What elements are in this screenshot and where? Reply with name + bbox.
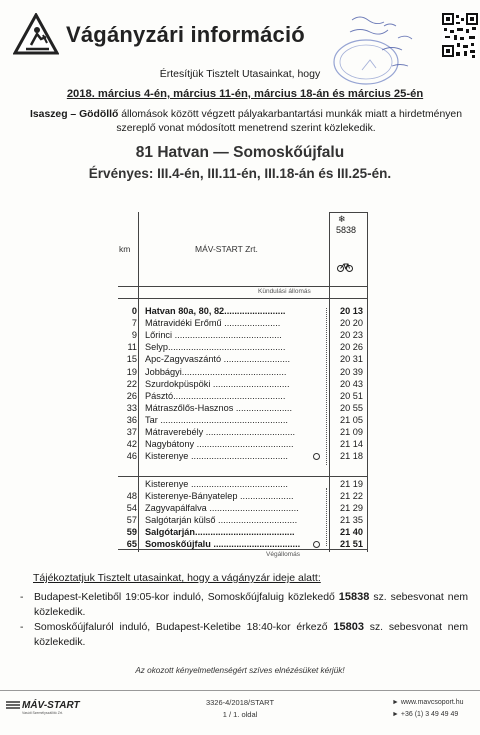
footer-divider	[0, 690, 480, 691]
row-time: 21 35	[340, 515, 363, 525]
row-time: 20 51	[340, 390, 363, 401]
row-station: Kisterenye-Bányatelep .....................	[145, 491, 294, 501]
snowflake-icon: ❄	[338, 214, 346, 224]
qr-code	[442, 12, 478, 60]
row-station: Selyp..............................................	[145, 342, 286, 353]
timetable-row	[118, 403, 368, 414]
arrival-station-label: Végállomás	[266, 551, 300, 558]
page-number: 1 / 1. oldal	[222, 710, 258, 719]
row-time: 21 22	[340, 491, 363, 501]
phone-number: ► +36 (1) 3 49 49 49	[392, 711, 459, 718]
row-km: 15	[126, 354, 137, 365]
bicycle-icon	[337, 262, 353, 272]
bullet-text: Budapest-Keletiből 19:05-kor induló, Somoskőújfaluig közlekedő	[34, 592, 339, 603]
bullet-text: sz. sebesvonat nem közlekedik.	[34, 622, 468, 648]
row-km: 42	[126, 439, 137, 450]
row-time: 20 26	[340, 342, 363, 353]
km-column-header: km	[119, 244, 131, 254]
row-km: 59	[126, 527, 137, 537]
timetable-row	[118, 415, 368, 426]
timetable-row	[118, 515, 368, 526]
row-time: 21 05	[340, 414, 363, 425]
info-heading: Tájékoztatjuk Tisztelt utasainkat, hogy a vágányzár ideje alatt:	[33, 572, 321, 584]
timetable-row	[118, 306, 368, 317]
row-km: 33	[126, 402, 137, 413]
svg-text:Vasúti Személyszállító Zrt.: Vasúti Személyszállító Zrt.	[22, 711, 63, 715]
timetable-row	[118, 427, 368, 438]
timetable-row	[118, 479, 368, 490]
row-time: 20 43	[340, 378, 363, 389]
row-station: Hatvan 80a, 80, 82........................	[145, 306, 286, 316]
row-time: 21 40	[340, 527, 363, 537]
row-km: 22	[126, 378, 137, 389]
row-station: Tar ..................................................	[145, 414, 288, 425]
train-number-bold: 15838	[338, 591, 370, 603]
validity-text: Érvényes: III.4-én, III.11-én, III.18-án és III.25-én.	[88, 166, 392, 181]
row-km: 57	[126, 515, 137, 525]
row-time: 20 39	[340, 366, 363, 377]
row-station: Zagyvapálfalva ...................................	[145, 503, 299, 513]
stop-circle-icon	[313, 541, 320, 548]
row-time: 21 19	[340, 479, 363, 489]
row-station: Lőrinci ..........................................	[145, 330, 282, 341]
timetable-row	[118, 503, 368, 514]
departure-station-label: Kündulási állomás	[258, 288, 311, 295]
notice-page: Vágányzári információ Értesítjük Tisztelt Utasainkat, hogy 2018. március 4-én, március 11-én, március 18-án és március 25-én Isaszeg – Gödöllő állomások között végzett pályakarbantartási munkák miatt a hirdetményen szereplő vonat módosított menetrend szerint közlekedik. 81 Hatvan — Somoskőújfalu Érvényes: III.4-én, III.11-én, III.18-án és III.25-én. ❄ 5838 km MÁV-START Zrt. Kündulási állomás 0 Hatvan 80a, 80, 82........................ 20 13 7 Mátravidéki Erőmű ...................... 20 20 9 Lőrinci .......................................... 20 23 11 Selyp.............................................. 20 26 15 Apc-Zagyvaszántó .......................... 20 31 19 Jobbágyi......................................... 20 39 22 Szurdokpüspöki .............................. 20 43 26 Pásztó............................................ 20 51 33 Mátraszőlős-Hasznos ...................... 20 55 36 Tar .................................................. 21 05 37 Mátraverebély ................................... 21 09 42 Nagybátony ...................................... 21 14 46 Kisterenye ...................................... 21 18 Kisterenye ...................................... 21 19 48 Kisterenye-Bányatelep ..................... 21 22 54 Zagyvapálfalva ................................... 21 29 57 Salgótarján külső ............................... 21 35 59 Salgótarján....................................... 21 40 65 Somoskőújfalu .................................. 21 51 Végállomás Tájékoztatjuk Tisztelt utasainkat, hogy a vágányzár ideje alatt: - Budapest-Keletiből 19:05-kor induló, Somoskőújfaluig közlekedő 15838 sz. sebesvonat nem közlekedik. - Somoskőújfaluról induló, Budapest-Keletibe 18:40-kor érkező 15803 sz. sebesvonat nem közlekedik. Az okozott kényelmetlenségért szíves elnézésüket kérjük! MÁV-START Vasúti Személyszállító Zrt. 3326-4/2018/START 1 / 1. oldal ► www.mavcsoport.hu ► +36 (1) 3 49 49 49	[0, 0, 480, 735]
row-station: Somoskőújfalu ..................................	[145, 539, 301, 549]
row-km: 46	[126, 451, 137, 462]
svg-text:MÁV-START: MÁV-START	[22, 700, 80, 711]
row-km: 26	[126, 390, 137, 401]
row-station: Jobbágyi.........................................	[145, 366, 287, 377]
row-station: Pásztó............................................	[145, 390, 286, 401]
timetable-row	[118, 391, 368, 402]
row-km: 19	[126, 366, 137, 377]
row-station: Mátravidéki Erőmű ......................	[145, 318, 281, 329]
row-station: Salgótarján külső ...............................	[145, 515, 298, 525]
bullet-text: sz. sebesvonat nem közlekedik.	[34, 592, 469, 618]
timetable-row	[118, 354, 368, 365]
apology-text: Az okozott kényelmetlenségért szíves elnézésüket kérjük!	[135, 666, 345, 675]
bullet-text: Somoskőújfaluról induló, Budapest-Keletibe 18:40-kor érkező	[34, 622, 334, 633]
timetable-row	[118, 379, 368, 390]
timetable-row	[118, 342, 368, 353]
row-km: 65	[126, 539, 137, 549]
row-km: 7	[131, 318, 137, 329]
row-km: 11	[127, 342, 137, 353]
row-km: 37	[126, 427, 137, 437]
website-link[interactable]: ► www.mavcsoport.hu	[392, 699, 464, 706]
train-number: 5838	[336, 225, 357, 235]
row-time: 21 51	[340, 539, 363, 549]
timetable-row	[118, 318, 368, 329]
intro-text: Értesítjük Tisztelt Utasainkat, hogy	[159, 68, 321, 80]
timetable-row	[118, 439, 368, 450]
row-time: 21 29	[340, 503, 363, 513]
row-time: 21 18	[340, 451, 363, 462]
footer-contact	[392, 697, 464, 721]
row-km: 0	[131, 306, 137, 316]
row-time: 20 13	[340, 306, 363, 316]
route-title: 81 Hatvan — Somoskőújfalu	[135, 144, 345, 161]
closure-reason: állomások között végzett pályakarbantartási munkák miatt a hirdetményen szereplő vonat módosított menetrend szerint közlekedik.	[116, 109, 462, 134]
row-km: 48	[126, 491, 137, 501]
row-km: 9	[131, 330, 137, 341]
row-time: 20 20	[340, 318, 363, 329]
row-time: 20 31	[340, 354, 363, 365]
row-station: Salgótarján.......................................	[145, 527, 295, 537]
row-time: 20 55	[340, 402, 363, 413]
row-km: 54	[126, 503, 137, 513]
closure-description	[22, 108, 470, 136]
timetable-row	[118, 527, 368, 538]
timetable-row	[118, 491, 368, 502]
timetable-row	[118, 330, 368, 341]
timetable-row	[118, 451, 368, 462]
row-time: 20 23	[340, 330, 363, 341]
row-station: Kisterenye ......................................	[145, 451, 288, 462]
page-title: Vágányzári információ	[66, 22, 305, 47]
row-km: 36	[126, 414, 137, 425]
row-station: Mátraverebély ...................................	[145, 427, 296, 437]
affected-section: Isaszeg – Gödöllő	[30, 109, 119, 120]
row-station: Kisterenye ......................................	[145, 479, 288, 489]
row-station: Nagybátony ......................................	[145, 439, 294, 450]
track-worker-icon	[13, 13, 59, 55]
row-station: Mátraszőlős-Hasznos ......................	[145, 402, 293, 413]
row-time: 21 09	[340, 427, 363, 437]
train-number-bold: 15803	[333, 621, 364, 633]
timetable-row	[118, 367, 368, 378]
row-station: Szurdokpüspöki ..............................	[145, 378, 290, 389]
row-time: 21 14	[340, 439, 363, 450]
row-station: Apc-Zagyvaszántó ..........................	[145, 354, 291, 365]
operator-header: MÁV-START Zrt.	[195, 244, 258, 254]
document-number: 3326-4/2018/START	[205, 698, 275, 707]
closure-dates: 2018. március 4-én, március 11-én, március 18-án és március 25-én	[66, 88, 424, 100]
